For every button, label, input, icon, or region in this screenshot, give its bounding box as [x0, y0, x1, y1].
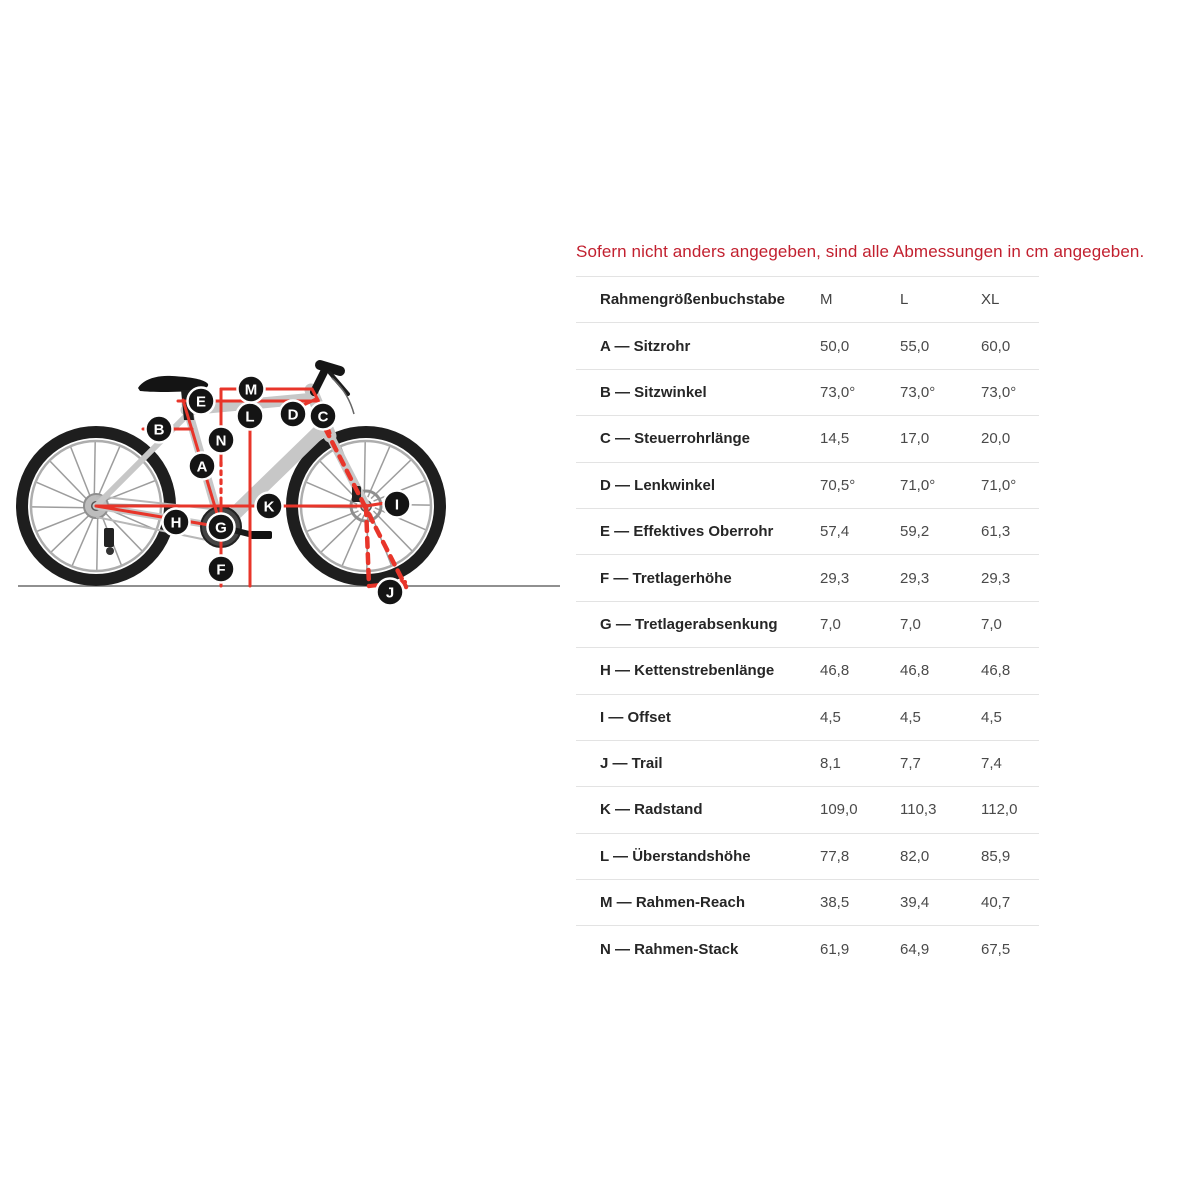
- spec-label: M — Rahmen-Reach: [600, 894, 746, 912]
- badge-letter: C: [317, 408, 329, 426]
- spec-label: F — Tretlagerhöhe: [600, 569, 732, 587]
- bike-geometry-diagram: [10, 340, 570, 610]
- spec-value: 71,0°: [900, 476, 936, 494]
- badge-K: [256, 493, 283, 520]
- geometry-table: [576, 276, 1039, 972]
- spec-value: 7,7: [900, 755, 921, 773]
- badge-letter: L: [245, 408, 255, 426]
- spec-value: 39,4: [900, 894, 930, 912]
- spec-value: 71,0°: [981, 476, 1017, 494]
- table-row: [576, 322, 1039, 368]
- spec-value: 14,5: [820, 430, 850, 448]
- badge-letter: J: [385, 584, 395, 602]
- spec-value: 50,0: [820, 337, 850, 355]
- spec-value: 61,3: [981, 523, 1011, 541]
- table-row: [576, 554, 1039, 600]
- column-header-size-letter: Rahmengrößenbuchstabe: [600, 291, 786, 309]
- rear-derailleur: [104, 528, 114, 555]
- spec-value: 29,3: [820, 569, 850, 587]
- spec-value: 110,3: [900, 801, 937, 819]
- spec-label: C — Steuerrohrlänge: [600, 430, 751, 448]
- badge-letter: E: [195, 393, 207, 411]
- table-row: [576, 694, 1039, 740]
- spec-value: 7,0: [900, 615, 921, 633]
- spec-value: 46,8: [820, 662, 850, 680]
- spec-value: 60,0: [981, 337, 1011, 355]
- badge-letter: F: [216, 561, 226, 579]
- spec-value: 8,1: [820, 755, 841, 773]
- spec-value: 29,3: [981, 569, 1011, 587]
- badge-G: [208, 514, 235, 541]
- spec-value: 7,4: [981, 755, 1002, 773]
- badge-D: [280, 401, 307, 428]
- column-header-l: L: [900, 291, 909, 309]
- badge-letter: B: [153, 421, 165, 439]
- table-row: [576, 879, 1039, 925]
- spec-value: 73,0°: [900, 383, 936, 401]
- table-row: [576, 740, 1039, 786]
- spec-label: B — Sitzwinkel: [600, 383, 707, 401]
- badge-A: [189, 453, 216, 480]
- badge-B: [146, 416, 173, 443]
- badge-I: [384, 491, 411, 518]
- table-row: [576, 462, 1039, 508]
- table-row: [576, 833, 1039, 879]
- spec-value: 55,0: [900, 337, 930, 355]
- badge-letter: K: [263, 498, 275, 516]
- spec-value: 85,9: [981, 847, 1011, 865]
- spec-value: 17,0: [900, 430, 930, 448]
- spec-label: A — Sitzrohr: [600, 337, 691, 355]
- spec-value: 109,0: [820, 801, 858, 819]
- spec-value: 4,5: [981, 708, 1002, 726]
- table-row: [576, 925, 1039, 971]
- spec-value: 38,5: [820, 894, 850, 912]
- badge-letter: H: [170, 514, 182, 532]
- spec-value: 61,9: [820, 940, 850, 958]
- spec-value: 112,0: [981, 801, 1018, 819]
- column-header-xl: XL: [981, 291, 1000, 309]
- spec-value: 73,0°: [820, 383, 856, 401]
- column-header-m: M: [820, 291, 833, 309]
- badge-E: [188, 388, 215, 415]
- table-row: [576, 647, 1039, 693]
- spec-value: 4,5: [900, 708, 921, 726]
- spec-value: 82,0: [900, 847, 930, 865]
- spec-label: L — Überstandshöhe: [600, 847, 751, 865]
- table-row: [576, 415, 1039, 461]
- spec-label: E — Effektives Oberrohr: [600, 523, 774, 541]
- spec-label: H — Kettenstrebenlänge: [600, 662, 775, 680]
- badge-N: [208, 427, 235, 454]
- spec-label: J — Trail: [600, 755, 663, 773]
- table-header-row: [576, 276, 1039, 322]
- spec-value: 40,7: [981, 894, 1011, 912]
- table-row: [576, 786, 1039, 832]
- badge-C: [310, 403, 337, 430]
- table-row: [576, 369, 1039, 415]
- spec-label: D — Lenkwinkel: [600, 476, 716, 494]
- spec-value: 59,2: [900, 523, 930, 541]
- badge-H: [163, 509, 190, 536]
- spec-value: 73,0°: [981, 383, 1017, 401]
- spec-value: 64,9: [900, 940, 930, 958]
- units-note: Sofern nicht anders angegeben, sind alle Abmessungen in cm angegeben.: [576, 242, 1145, 261]
- table-row: [576, 508, 1039, 554]
- spec-value: 77,8: [820, 847, 850, 865]
- spec-value: 67,5: [981, 940, 1011, 958]
- table-row: [576, 601, 1039, 647]
- spec-label: G — Tretlagerabsenkung: [600, 615, 778, 633]
- spec-value: 46,8: [981, 662, 1011, 680]
- badge-letter: A: [196, 458, 208, 476]
- badge-letter: M: [244, 381, 258, 399]
- spec-value: 4,5: [820, 708, 841, 726]
- spec-value: 57,4: [820, 523, 850, 541]
- spec-label: I — Offset: [600, 708, 671, 726]
- spec-label: N — Rahmen-Stack: [600, 940, 739, 958]
- spec-value: 20,0: [981, 430, 1011, 448]
- spec-value: 29,3: [900, 569, 930, 587]
- badge-letter: I: [394, 496, 400, 514]
- spec-label: K — Radstand: [600, 801, 703, 819]
- badge-L: [237, 403, 264, 430]
- spec-value: 7,0: [981, 615, 1002, 633]
- geometry-table-rows: [576, 322, 1039, 971]
- spec-value: 70,5°: [820, 476, 856, 494]
- spec-value: 7,0: [820, 615, 841, 633]
- badge-J: [377, 579, 404, 606]
- badge-letter: N: [215, 432, 227, 450]
- badge-letter: G: [215, 519, 227, 537]
- spec-value: 46,8: [900, 662, 930, 680]
- badge-M: [238, 376, 265, 403]
- badge-letter: D: [287, 406, 299, 424]
- badge-F: [208, 556, 235, 583]
